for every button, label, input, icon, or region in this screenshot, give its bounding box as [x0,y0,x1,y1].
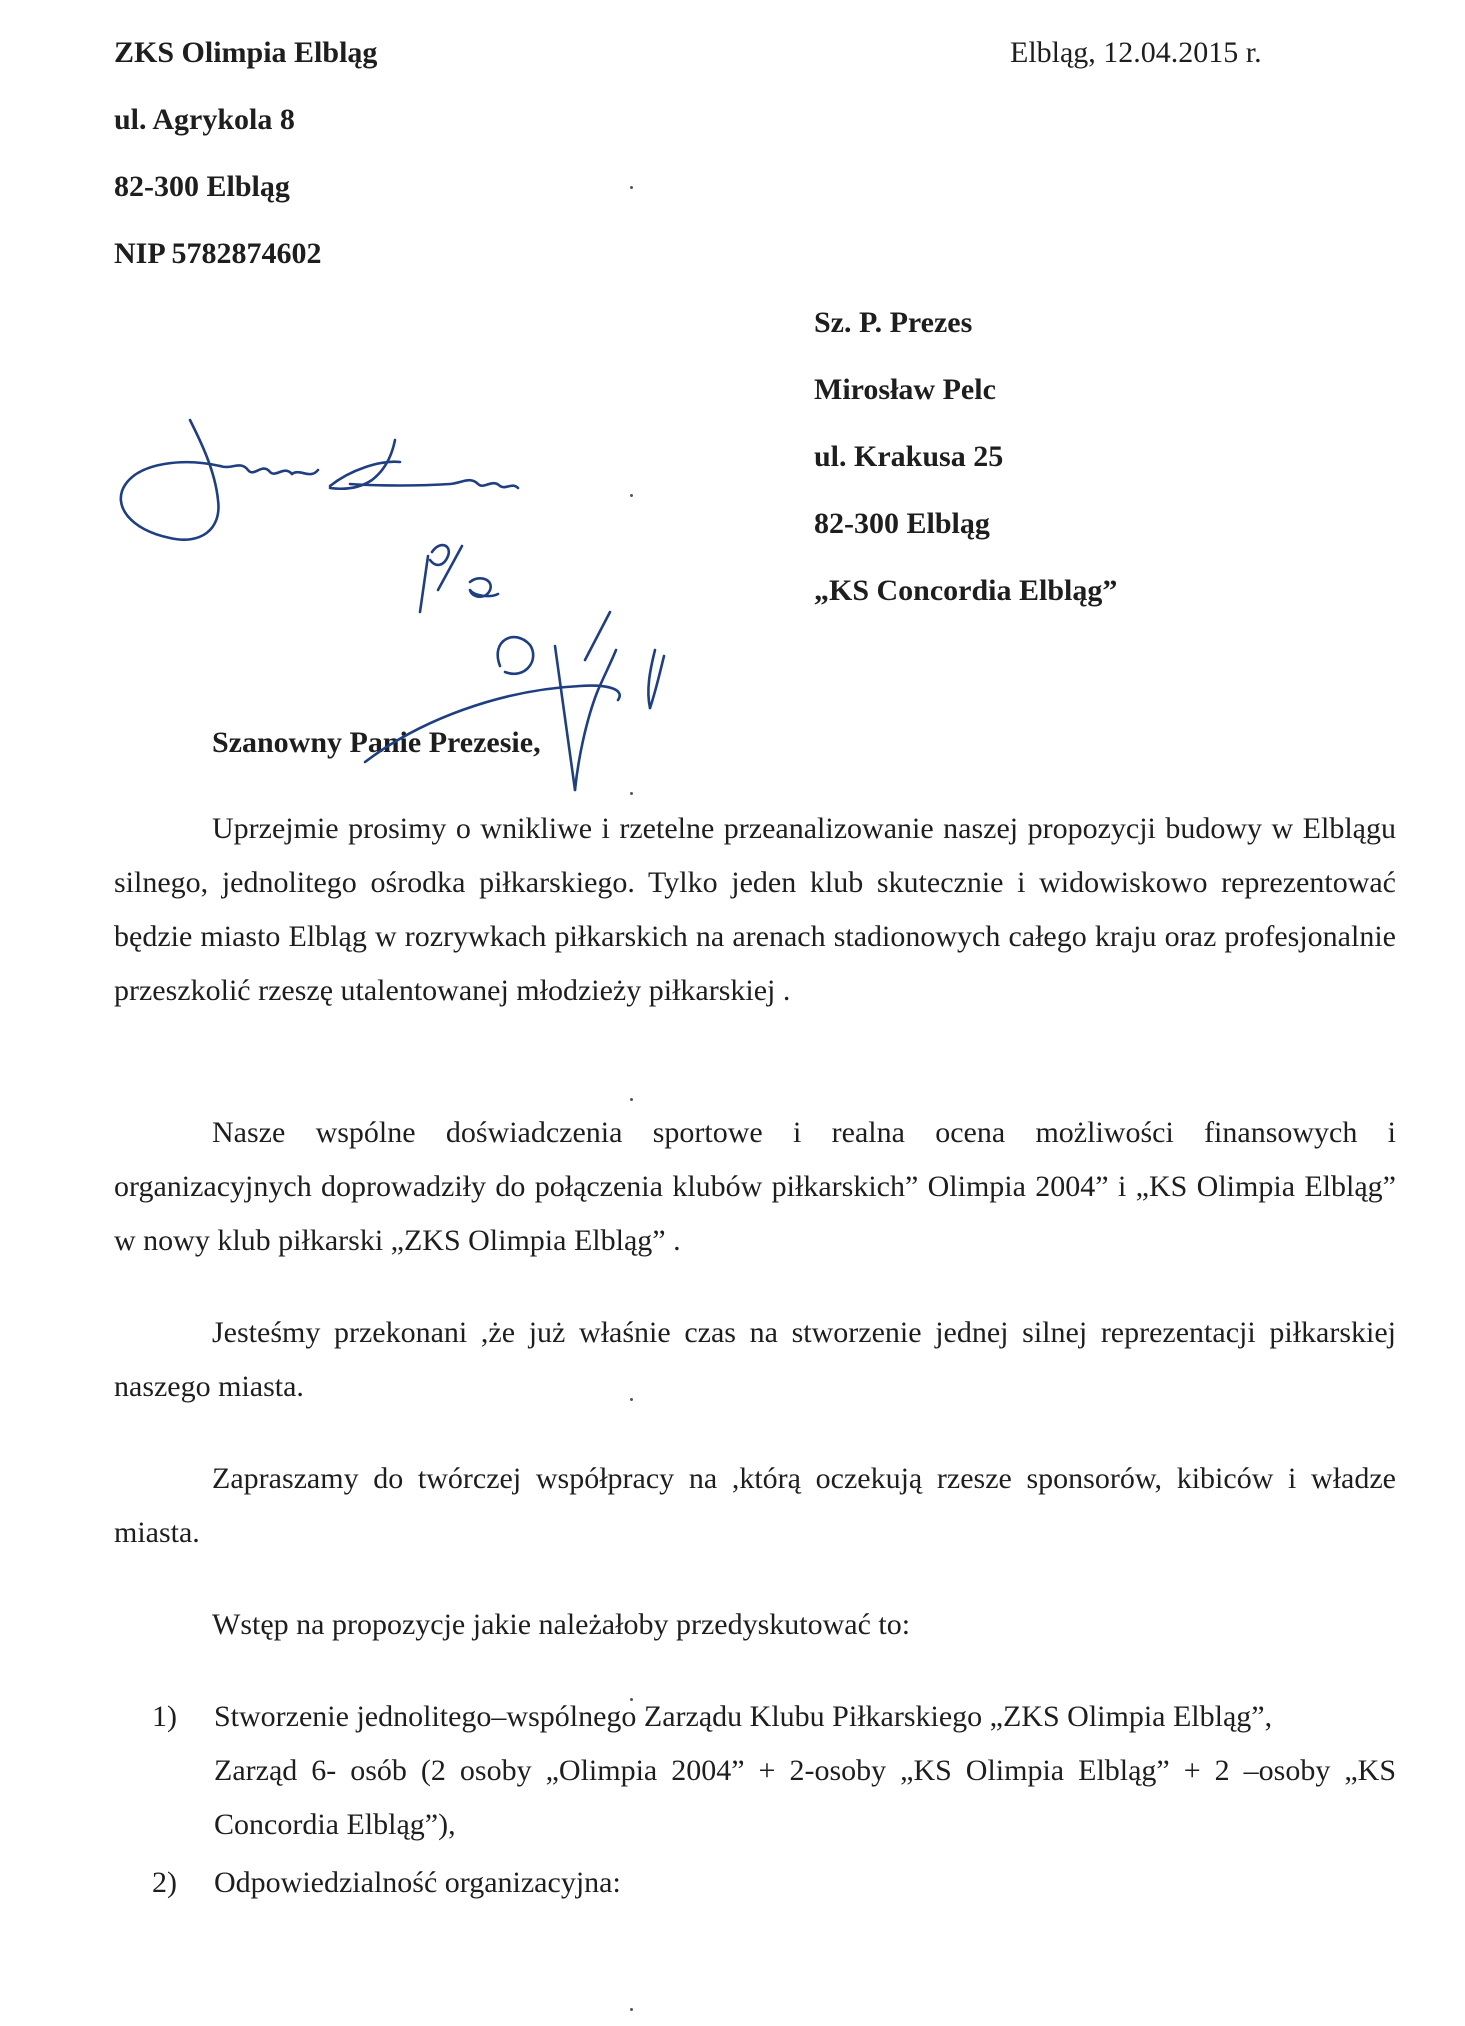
list-item-text: Odpowiedzialność organizacyjna: [214,1866,621,1899]
proposal-list [152,1690,1396,1910]
list-item-text: Stworzenie jednolitego–wspólnego Zarządu Klubu Piłkarskiego „ZKS Olimpia Elbląg”, [214,1700,1273,1733]
sender-city: 82-300 Elbląg [114,170,290,203]
paragraph-4: Zapraszamy do twórczej współpracy na ,którą oczekują rzesze sponsorów, kibiców i władze miasta. [114,1462,1396,1549]
scan-speck [630,2008,633,2011]
salutation: Szanowny Panie Prezesie, [212,726,541,759]
recipient-title: Sz. P. Prezes [814,306,973,339]
list-item [152,1856,1396,1910]
paragraph-3: Jesteśmy przekonani ,że już właśnie czas na stworzenie jednej silnej reprezentacji piłkarskiej naszego miasta. [114,1316,1396,1403]
recipient-name: Mirosław Pelc [814,373,996,406]
recipient-club: „KS Concordia Elbląg” [814,574,1118,607]
list-item-number: 1) [152,1700,177,1733]
letter-date: Elbląg, 12.04.2015 r. [1010,36,1262,69]
recipient-city: 82-300 Elbląg [814,507,990,540]
scan-speck [630,494,633,497]
paragraph-1: Uprzejmie prosimy o wnikliwe i rzetelne przeanalizowanie naszej propozycji budowy w Elblągu silnego, jednolitego ośrodka piłkarskiego. Tylko jeden klub skutecznie i widowiskowo reprezentować będzie miasto Elbląg w rozrywkach piłkarskich na arenach stadionowych całego kraju oraz profesjonalnie przeszkolić rzeszę utalentowanej młodzieży piłkarskiej . [114,812,1396,1007]
scan-speck [630,1098,633,1101]
list-item-subtext: Zarząd 6- osób (2 osoby „Olimpia 2004” + 2-osoby „KS Olimpia Elbląg” + 2 –osoby „KS Concordia Elbląg”), [214,1754,1396,1841]
sender-street: ul. Agrykola 8 [114,103,295,136]
sender-nip: NIP 5782874602 [114,237,322,270]
paragraph-2: Nasze wspólne doświadczenia sportowe i realna ocena możliwości finansowych i organizacyjnych doprowadziły do połączenia klubów piłkarskich” Olimpia 2004” i „KS Olimpia Elbląg” w nowy klub piłkarski „ZKS Olimpia Elbląg” . [114,1116,1396,1257]
scan-speck [630,792,633,795]
paragraph-5: Wstęp na propozycje jakie należałoby przedyskutować to: [212,1608,911,1641]
list-item-number: 2) [152,1866,177,1899]
recipient-street: ul. Krakusa 25 [814,440,1004,473]
list-item [152,1690,1396,1852]
scan-speck [630,186,633,189]
sender-name: ZKS Olimpia Elbląg [114,36,378,69]
